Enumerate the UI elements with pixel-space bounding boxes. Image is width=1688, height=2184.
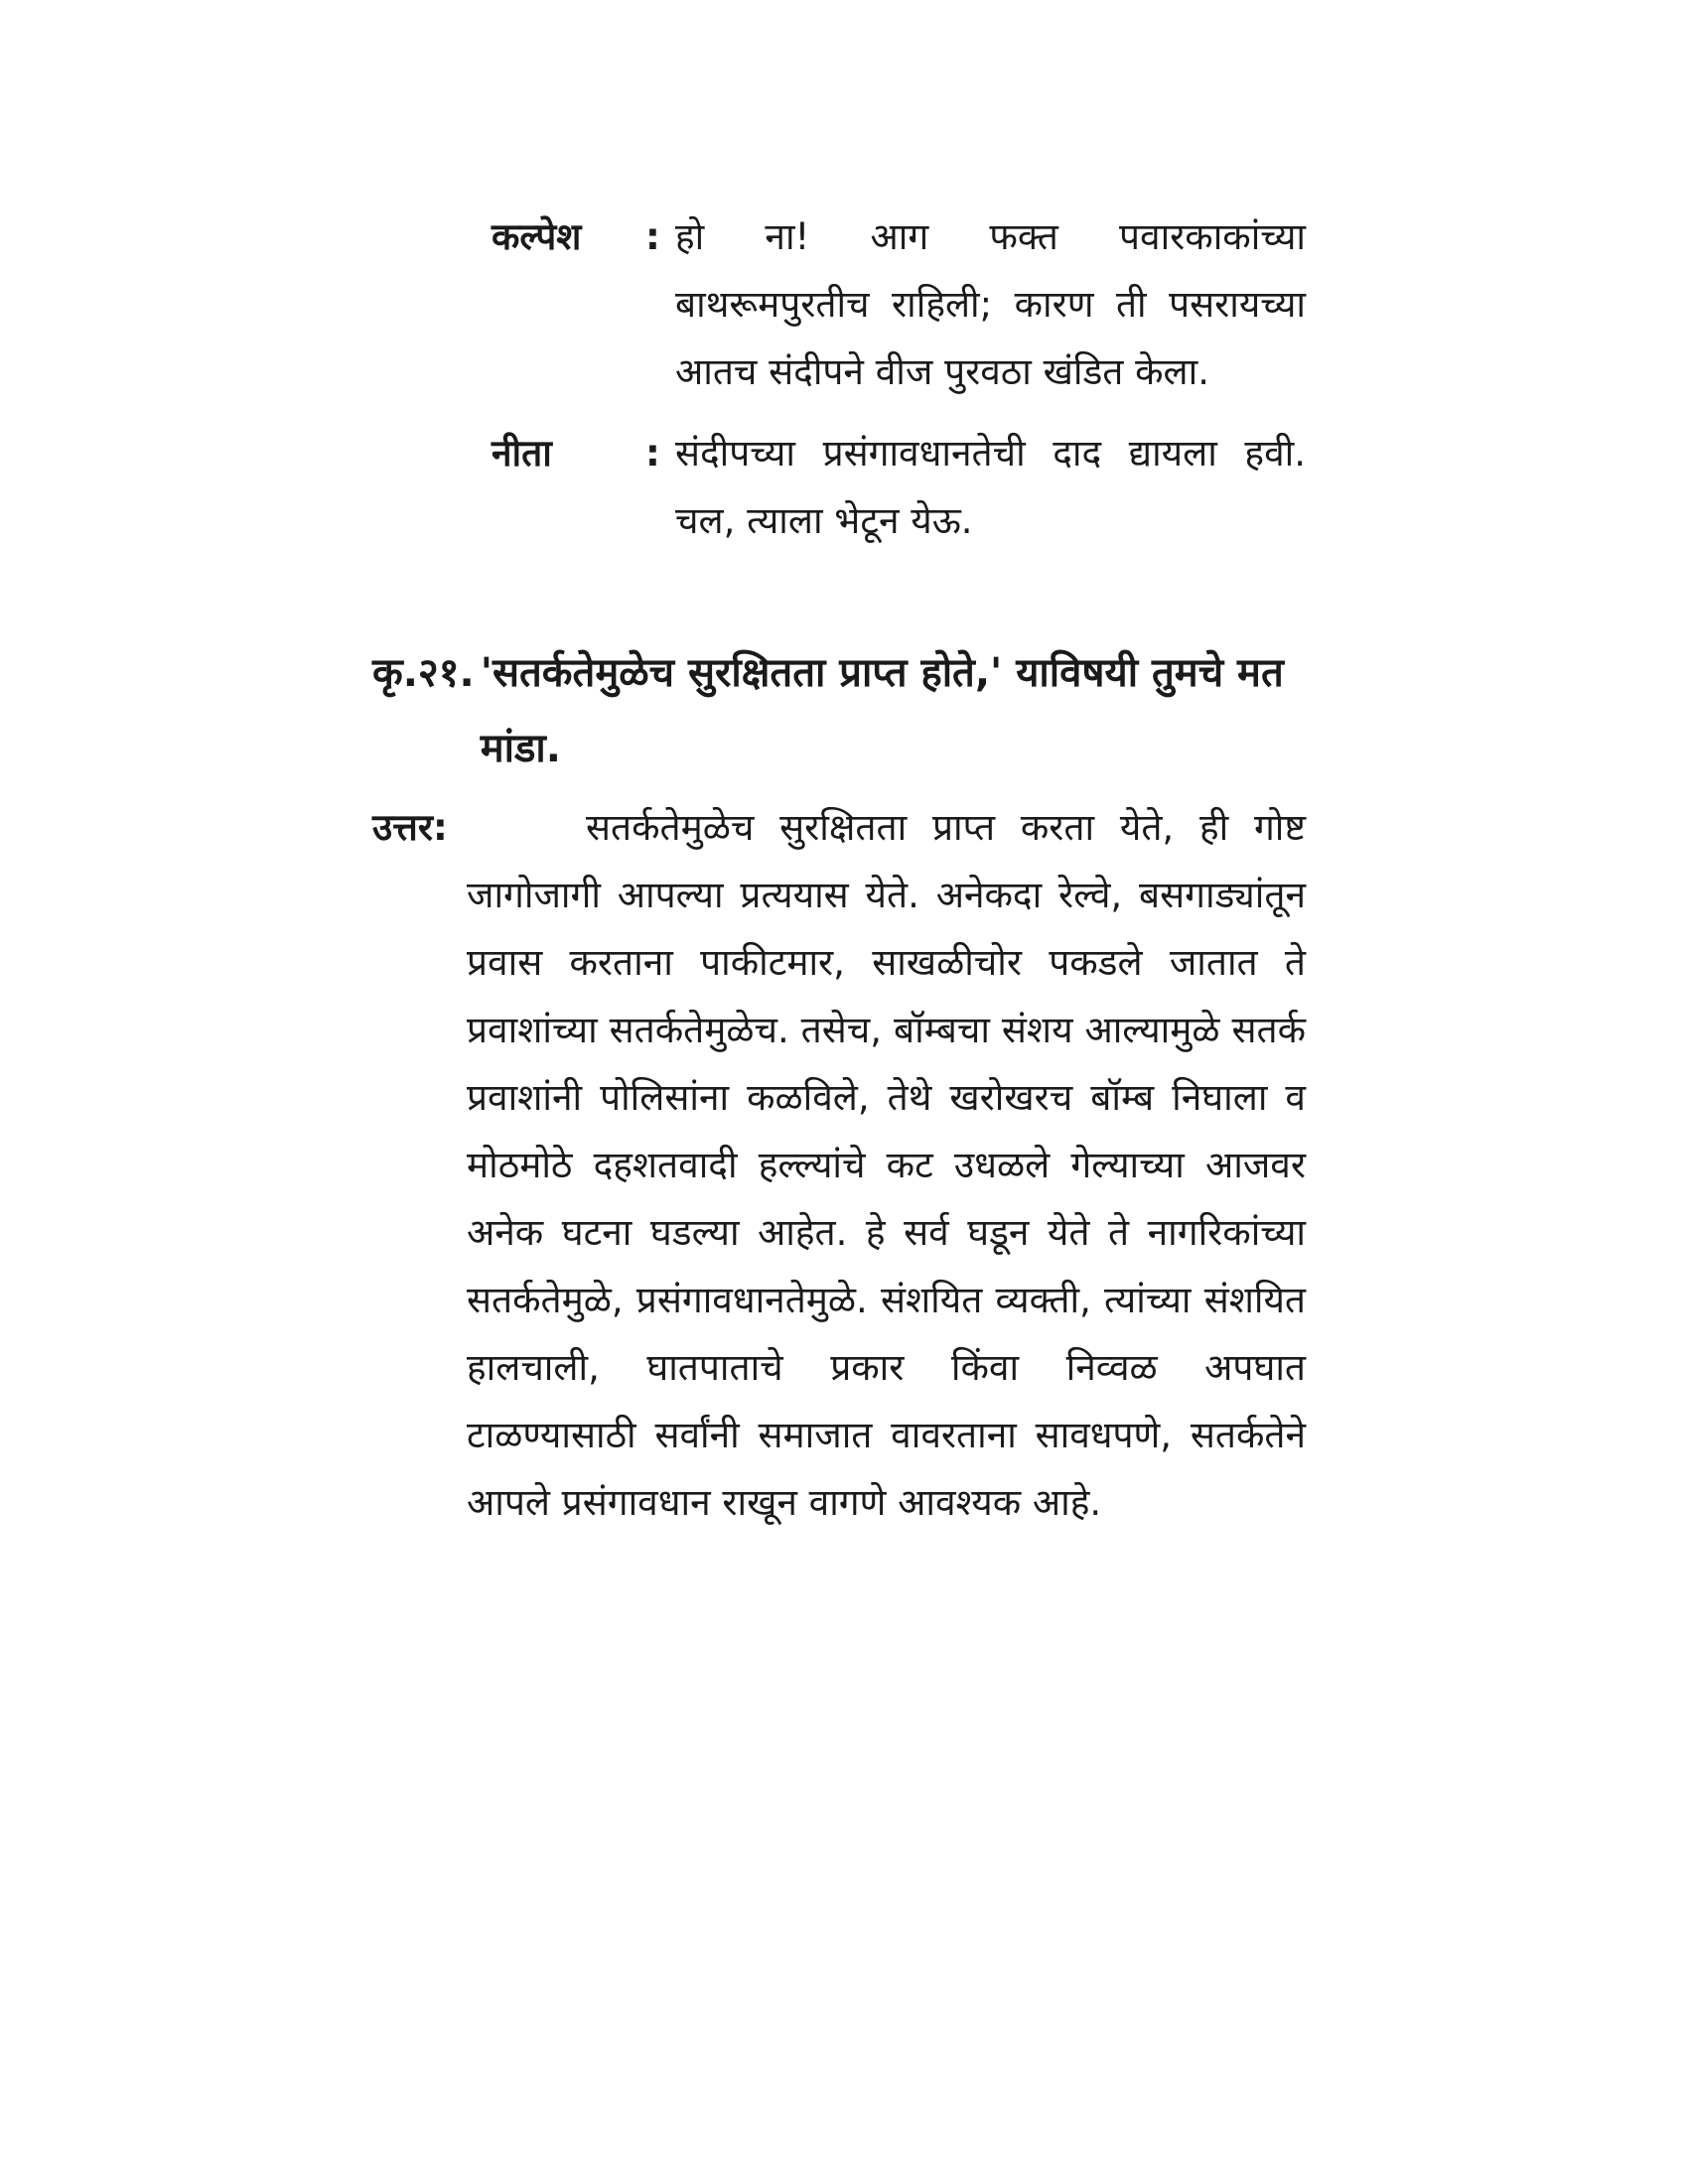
question-number: कृ.२१.: [372, 650, 475, 696]
speaker-name: नीता: [492, 432, 552, 475]
question-text: 'सतर्कतेमुळेच सुरक्षितता प्राप्त होते,' याविषयी तुमचे मत मांडा.: [480, 650, 1284, 771]
speaker-colon: :: [645, 432, 660, 475]
answer-block: [372, 794, 1306, 1537]
dialogue-text: हो ना! आग फक्त पवारकाकांच्या बाथरूमपुरतीच राहिली; कारण ती पसरायच्या आतच संदीपने वीज पुरवठा खंडित केला.: [675, 215, 1306, 393]
dialogue-text: संदीपच्या प्रसंगावधानतेची दाद द्यायला हवी. चल, त्याला भेटून येऊ.: [675, 432, 1306, 542]
question-block: [372, 635, 1306, 786]
dialogue-line-neeta: [492, 420, 1306, 555]
answer-text: सतर्कतेमुळेच सुरक्षितता प्राप्त करता येते, ही गोष्ट जागोजागी आपल्या प्रत्ययास येते. अनेकदा रेल्वे, बसगाड्यांतून प्रवास करताना पाकीटमार, साखळीचोर पकडले जातात ते प्रवाशांच्या सतर्कतेमुळेच. तसेच, बॉम्बचा संशय आल्यामुळे सतर्क प्रवाशांनी पोलिसांना कळविले, तेथे खरोखरच बॉम्ब निघाला व मोठमोठे दहशतवादी हल्ल्यांचे कट उधळले गेल्याच्या आजवर अनेक घटना घडल्या आहेत. हे सर्व घडून येते ते नागरिकांच्या सतर्कतेमुळे, प्रसंगावधानतेमुळे. संशयित व्यक्ती, त्यांच्या संशयित हालचाली, घातपाताचे प्रकार किंवा निव्वळ अपघात टाळण्यासाठी सर्वांनी समाजात वावरताना सावधपणे, सतर्कतेने आपले प्रसंगावधान राखून वागणे आवश्यक आहे.: [467, 806, 1306, 1524]
speaker-colon: :: [645, 215, 660, 258]
answer-label: उत्तर:: [372, 806, 448, 849]
speaker-name: कल्पेश: [492, 215, 582, 258]
dialogue-block: [492, 204, 1306, 569]
dialogue-line-kalpesh: [492, 204, 1306, 406]
